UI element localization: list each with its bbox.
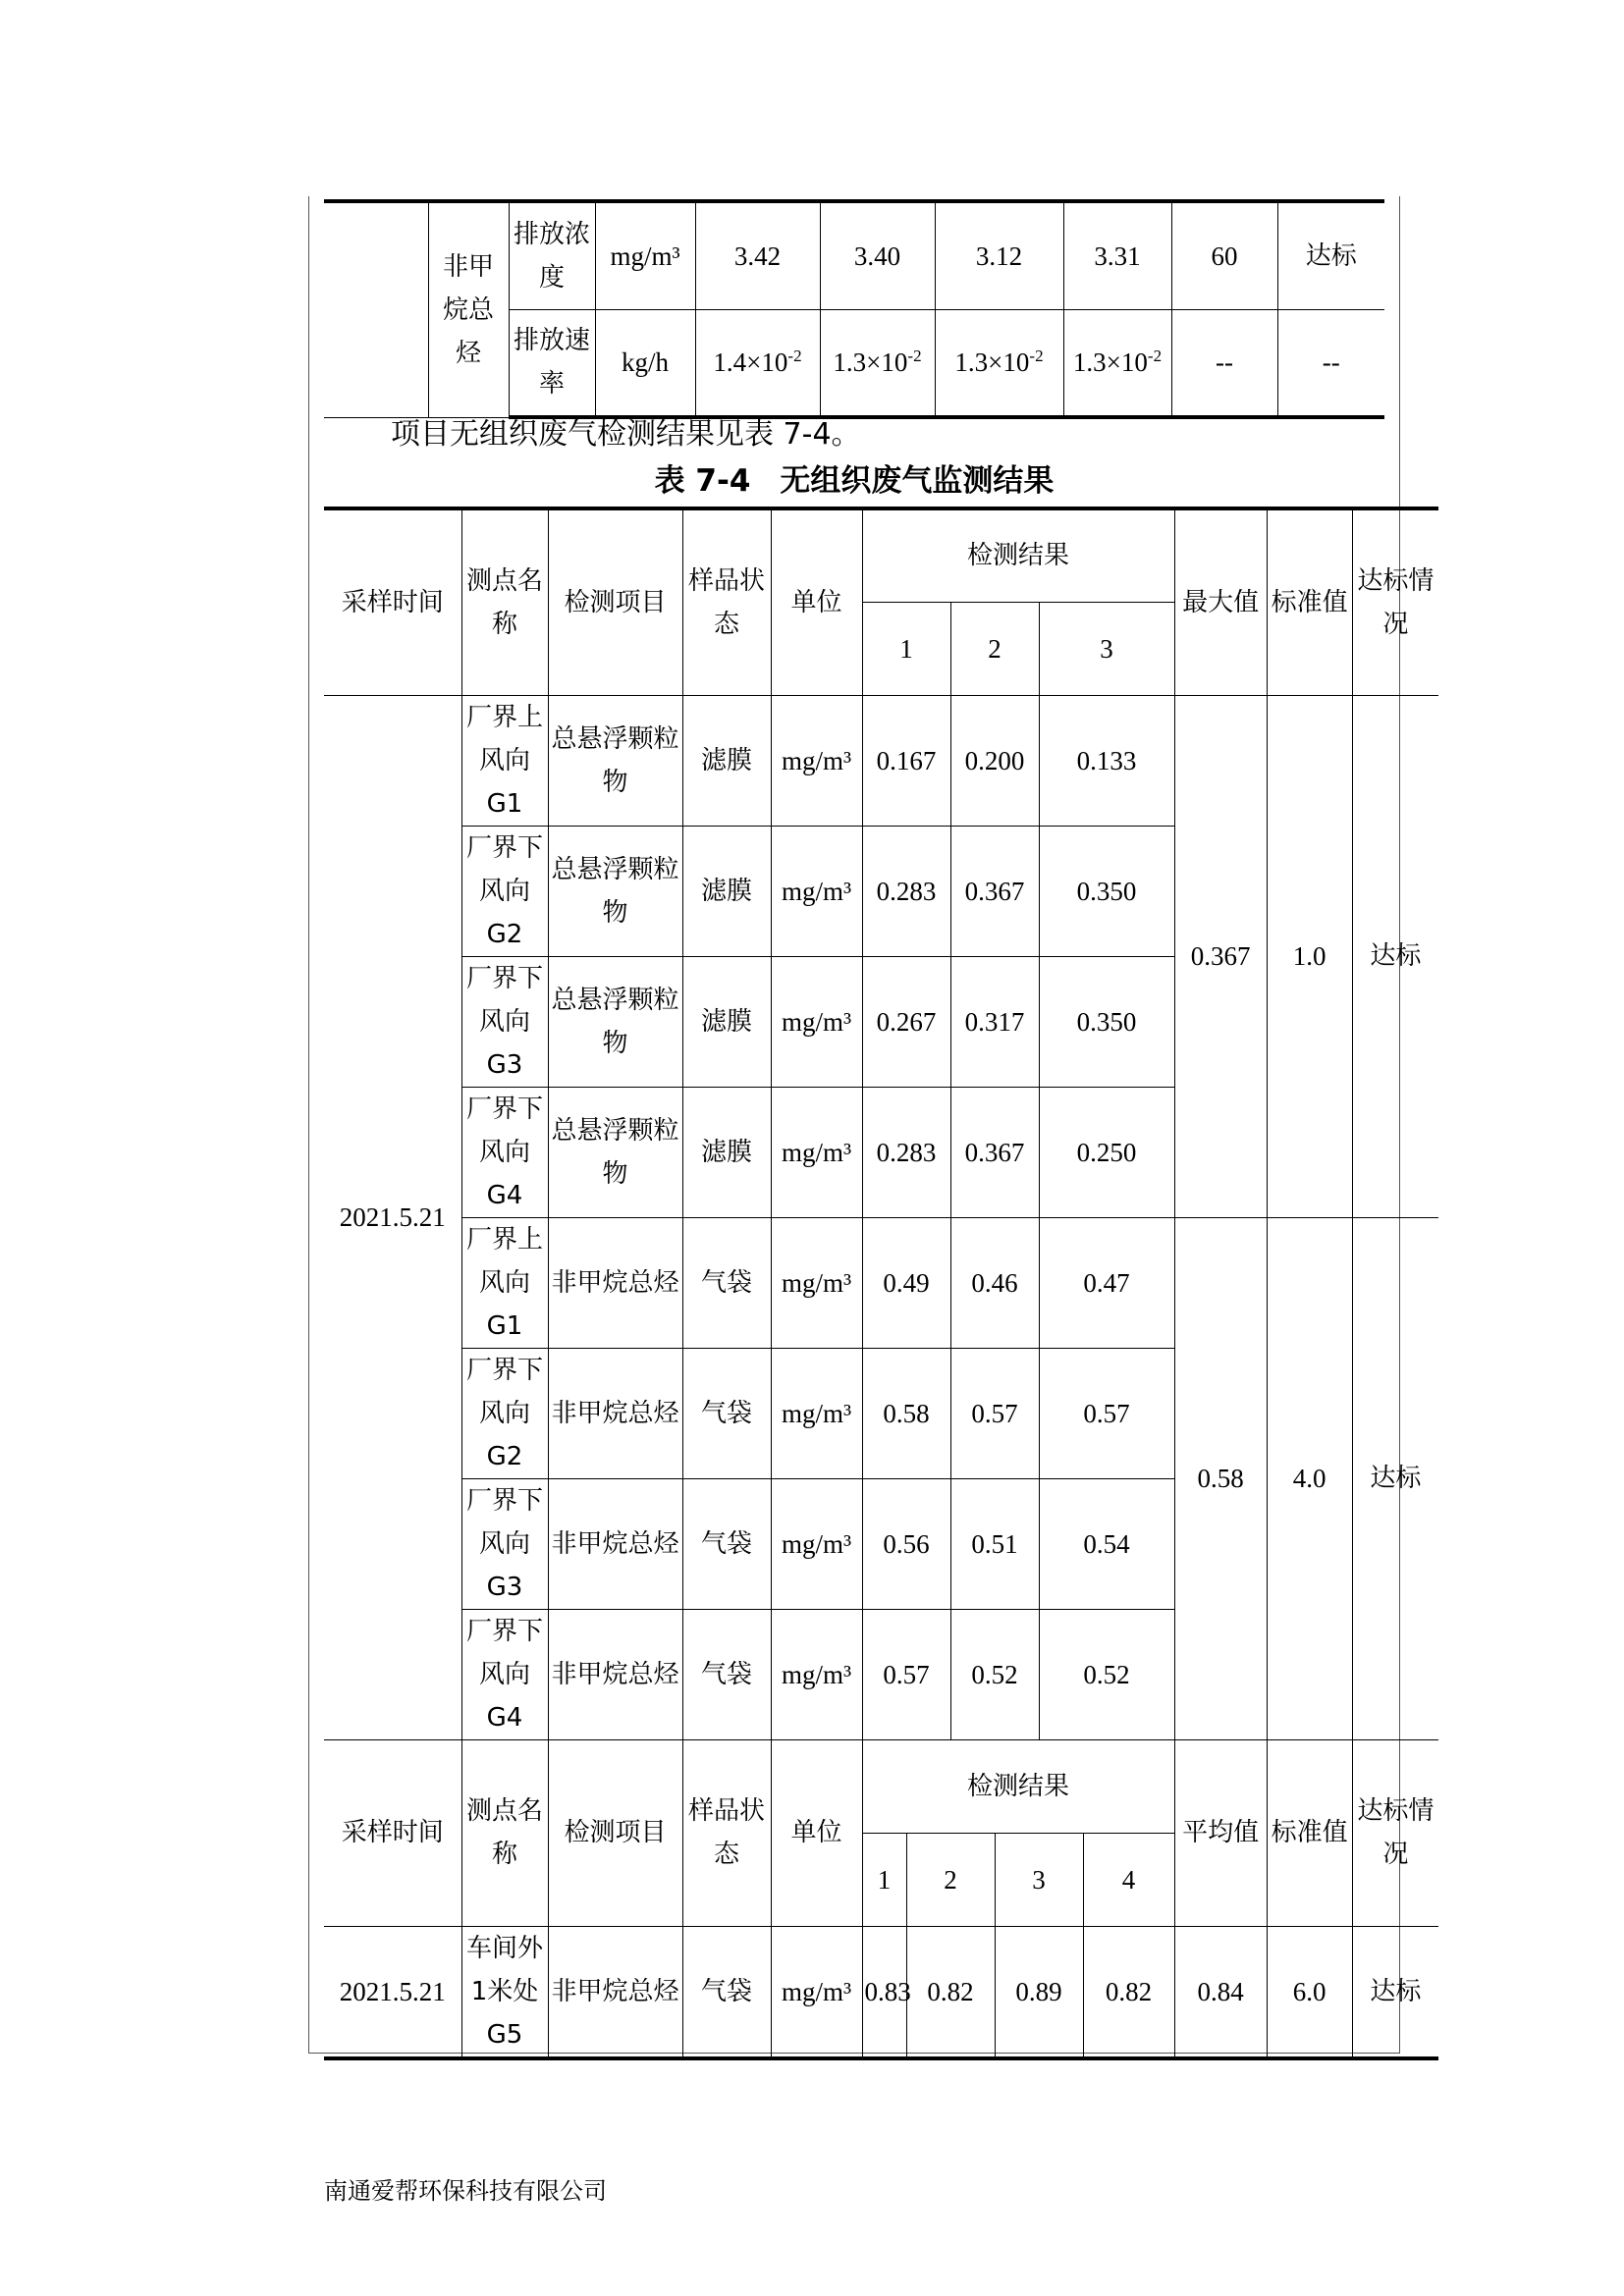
workshop-avg: 0.84 xyxy=(1174,1926,1267,2058)
workshop-standard: 6.0 xyxy=(1267,1926,1352,2058)
rate-value-3: $1.3\times 10^{-2}$ xyxy=(935,309,1063,417)
result-1: 0.57 xyxy=(862,1609,950,1739)
unit: mg/m³ xyxy=(771,1087,862,1217)
rate-value-2: $1.3\times 10^{-2}$ xyxy=(820,309,935,417)
sample-state: 气袋 xyxy=(682,1217,771,1348)
header-state: 样品状态 xyxy=(682,508,771,695)
result-3: 0.350 xyxy=(1039,956,1174,1087)
header-item: 检测项目 xyxy=(548,1739,682,1926)
conc-value-2: 3.40 xyxy=(820,201,935,309)
fugitive-emission-table xyxy=(324,507,1438,2060)
header-n1: 1 xyxy=(862,602,950,695)
header-state: 样品状态 xyxy=(682,1739,771,1926)
result-2: 0.200 xyxy=(950,695,1039,826)
emission-table-continued xyxy=(324,199,1384,419)
sampling-date: 2021.5.21 xyxy=(324,695,461,1739)
conc-value-1: 3.42 xyxy=(695,201,820,309)
result-1: 0.283 xyxy=(862,826,950,956)
conc-limit: 60 xyxy=(1171,201,1277,309)
result-2: 0.367 xyxy=(950,826,1039,956)
workshop-result-4: 0.82 xyxy=(1083,1926,1174,2058)
sample-state: 气袋 xyxy=(682,1609,771,1739)
workshop-result-3: 0.89 xyxy=(995,1926,1083,2058)
test-item: 总悬浮颗粒物 xyxy=(548,956,682,1087)
result-1: 0.283 xyxy=(862,1087,950,1217)
workshop-result-1: 0.83 xyxy=(862,1926,906,2058)
header-unit: 单位 xyxy=(771,508,862,695)
unit: mg/m³ xyxy=(771,1348,862,1478)
result-2: 0.367 xyxy=(950,1087,1039,1217)
workshop-unit: mg/m³ xyxy=(771,1926,862,2058)
result-1: 0.58 xyxy=(862,1348,950,1478)
sample-state: 滤膜 xyxy=(682,695,771,826)
result-2: 0.46 xyxy=(950,1217,1039,1348)
sample-state: 滤膜 xyxy=(682,956,771,1087)
test-item: 非甲烷总烃 xyxy=(548,1478,682,1609)
header-status: 达标情况 xyxy=(1352,1739,1438,1926)
result-3: 0.54 xyxy=(1039,1478,1174,1609)
result-1: 0.56 xyxy=(862,1478,950,1609)
result-3: 0.57 xyxy=(1039,1348,1174,1478)
test-item: 非甲烷总烃 xyxy=(548,1217,682,1348)
header-n3: 3 xyxy=(1039,602,1174,695)
point-name: 厂界下风向G3 xyxy=(461,1478,548,1609)
result-3: 0.52 xyxy=(1039,1609,1174,1739)
workshop-state: 气袋 xyxy=(682,1926,771,2058)
point-name: 厂界上风向G1 xyxy=(461,1217,548,1348)
unit: mg/m³ xyxy=(771,1609,862,1739)
caption-title: 无组织废气监测结果 xyxy=(780,463,1055,499)
unit: mg/m³ xyxy=(771,1478,862,1609)
result-2: 0.317 xyxy=(950,956,1039,1087)
rate-status: -- xyxy=(1277,309,1384,417)
conc-status: 达标 xyxy=(1277,201,1384,309)
nmhc-standard: 4.0 xyxy=(1267,1217,1352,1739)
header-results: 检测结果 xyxy=(862,1739,1174,1833)
header-avg: 平均值 xyxy=(1174,1739,1267,1926)
intro-paragraph: 项目无组织废气检测结果见表 7-4。 xyxy=(391,417,861,452)
point-name: 厂界上风向G1 xyxy=(461,695,548,826)
result-1: 0.167 xyxy=(862,695,950,826)
pollutant-name: 非甲烷总烃 xyxy=(428,201,509,417)
unit: mg/m³ xyxy=(771,826,862,956)
company-footer: 南通爱帮环保科技有限公司 xyxy=(324,2177,607,2205)
conc-value-4: 3.31 xyxy=(1063,201,1171,309)
test-item: 非甲烷总烃 xyxy=(548,1348,682,1478)
rate-limit: -- xyxy=(1171,309,1277,417)
table-caption xyxy=(324,461,1384,501)
header-n3: 3 xyxy=(995,1833,1083,1926)
header-max: 最大值 xyxy=(1174,508,1267,695)
workshop-status: 达标 xyxy=(1352,1926,1438,2058)
caption-number: 表 7-4 xyxy=(654,463,751,499)
item-concentration: 排放浓度 xyxy=(509,201,595,309)
result-1: 0.267 xyxy=(862,956,950,1087)
result-2: 0.57 xyxy=(950,1348,1039,1478)
header-n2: 2 xyxy=(950,602,1039,695)
test-item: 总悬浮颗粒物 xyxy=(548,695,682,826)
test-item: 非甲烷总烃 xyxy=(548,1609,682,1739)
result-3: 0.133 xyxy=(1039,695,1174,826)
header-time: 采样时间 xyxy=(324,1739,461,1926)
sample-state: 气袋 xyxy=(682,1478,771,1609)
result-2: 0.51 xyxy=(950,1478,1039,1609)
result-2: 0.52 xyxy=(950,1609,1039,1739)
header-item: 检测项目 xyxy=(548,508,682,695)
item-rate: 排放速率 xyxy=(509,309,595,417)
test-item: 总悬浮颗粒物 xyxy=(548,826,682,956)
header-results: 检测结果 xyxy=(862,508,1174,602)
unit-rate: kg/h xyxy=(595,309,695,417)
sample-state: 滤膜 xyxy=(682,1087,771,1217)
sample-state: 气袋 xyxy=(682,1348,771,1478)
result-3: 0.350 xyxy=(1039,826,1174,956)
workshop-result-2: 0.82 xyxy=(906,1926,995,2058)
unit-concentration: mg/m³ xyxy=(595,201,695,309)
header-n1: 1 xyxy=(862,1833,906,1926)
unit: mg/m³ xyxy=(771,1217,862,1348)
workshop-date: 2021.5.21 xyxy=(324,1926,461,2058)
header-status: 达标情况 xyxy=(1352,508,1438,695)
result-1: 0.49 xyxy=(862,1217,950,1348)
unit: mg/m³ xyxy=(771,695,862,826)
tsp-max: 0.367 xyxy=(1174,695,1267,1217)
rate-value-1: $1.4\times 10^{-2}$ xyxy=(695,309,820,417)
test-item: 总悬浮颗粒物 xyxy=(548,1087,682,1217)
workshop-point: 车间外1米处G5 xyxy=(461,1926,548,2058)
point-name: 厂界下风向G2 xyxy=(461,1348,548,1478)
unit: mg/m³ xyxy=(771,956,862,1087)
workshop-item: 非甲烷总烃 xyxy=(548,1926,682,2058)
tsp-status: 达标 xyxy=(1352,695,1438,1217)
rate-value-4: $1.3\times 10^{-2}$ xyxy=(1063,309,1171,417)
nmhc-status: 达标 xyxy=(1352,1217,1438,1739)
header-unit: 单位 xyxy=(771,1739,862,1926)
point-name: 厂界下风向G4 xyxy=(461,1087,548,1217)
point-name: 厂界下风向G4 xyxy=(461,1609,548,1739)
tsp-standard: 1.0 xyxy=(1267,695,1352,1217)
result-3: 0.47 xyxy=(1039,1217,1174,1348)
header-point: 测点名称 xyxy=(461,508,548,695)
result-3: 0.250 xyxy=(1039,1087,1174,1217)
header-point: 测点名称 xyxy=(461,1739,548,1926)
sample-state: 滤膜 xyxy=(682,826,771,956)
conc-value-3: 3.12 xyxy=(935,201,1063,309)
header-n2: 2 xyxy=(906,1833,995,1926)
blank-cell xyxy=(324,201,428,417)
point-name: 厂界下风向G2 xyxy=(461,826,548,956)
header-standard: 标准值 xyxy=(1267,508,1352,695)
point-name: 厂界下风向G3 xyxy=(461,956,548,1087)
header-standard: 标准值 xyxy=(1267,1739,1352,1926)
nmhc-max: 0.58 xyxy=(1174,1217,1267,1739)
header-n4: 4 xyxy=(1083,1833,1174,1926)
header-time: 采样时间 xyxy=(324,508,461,695)
